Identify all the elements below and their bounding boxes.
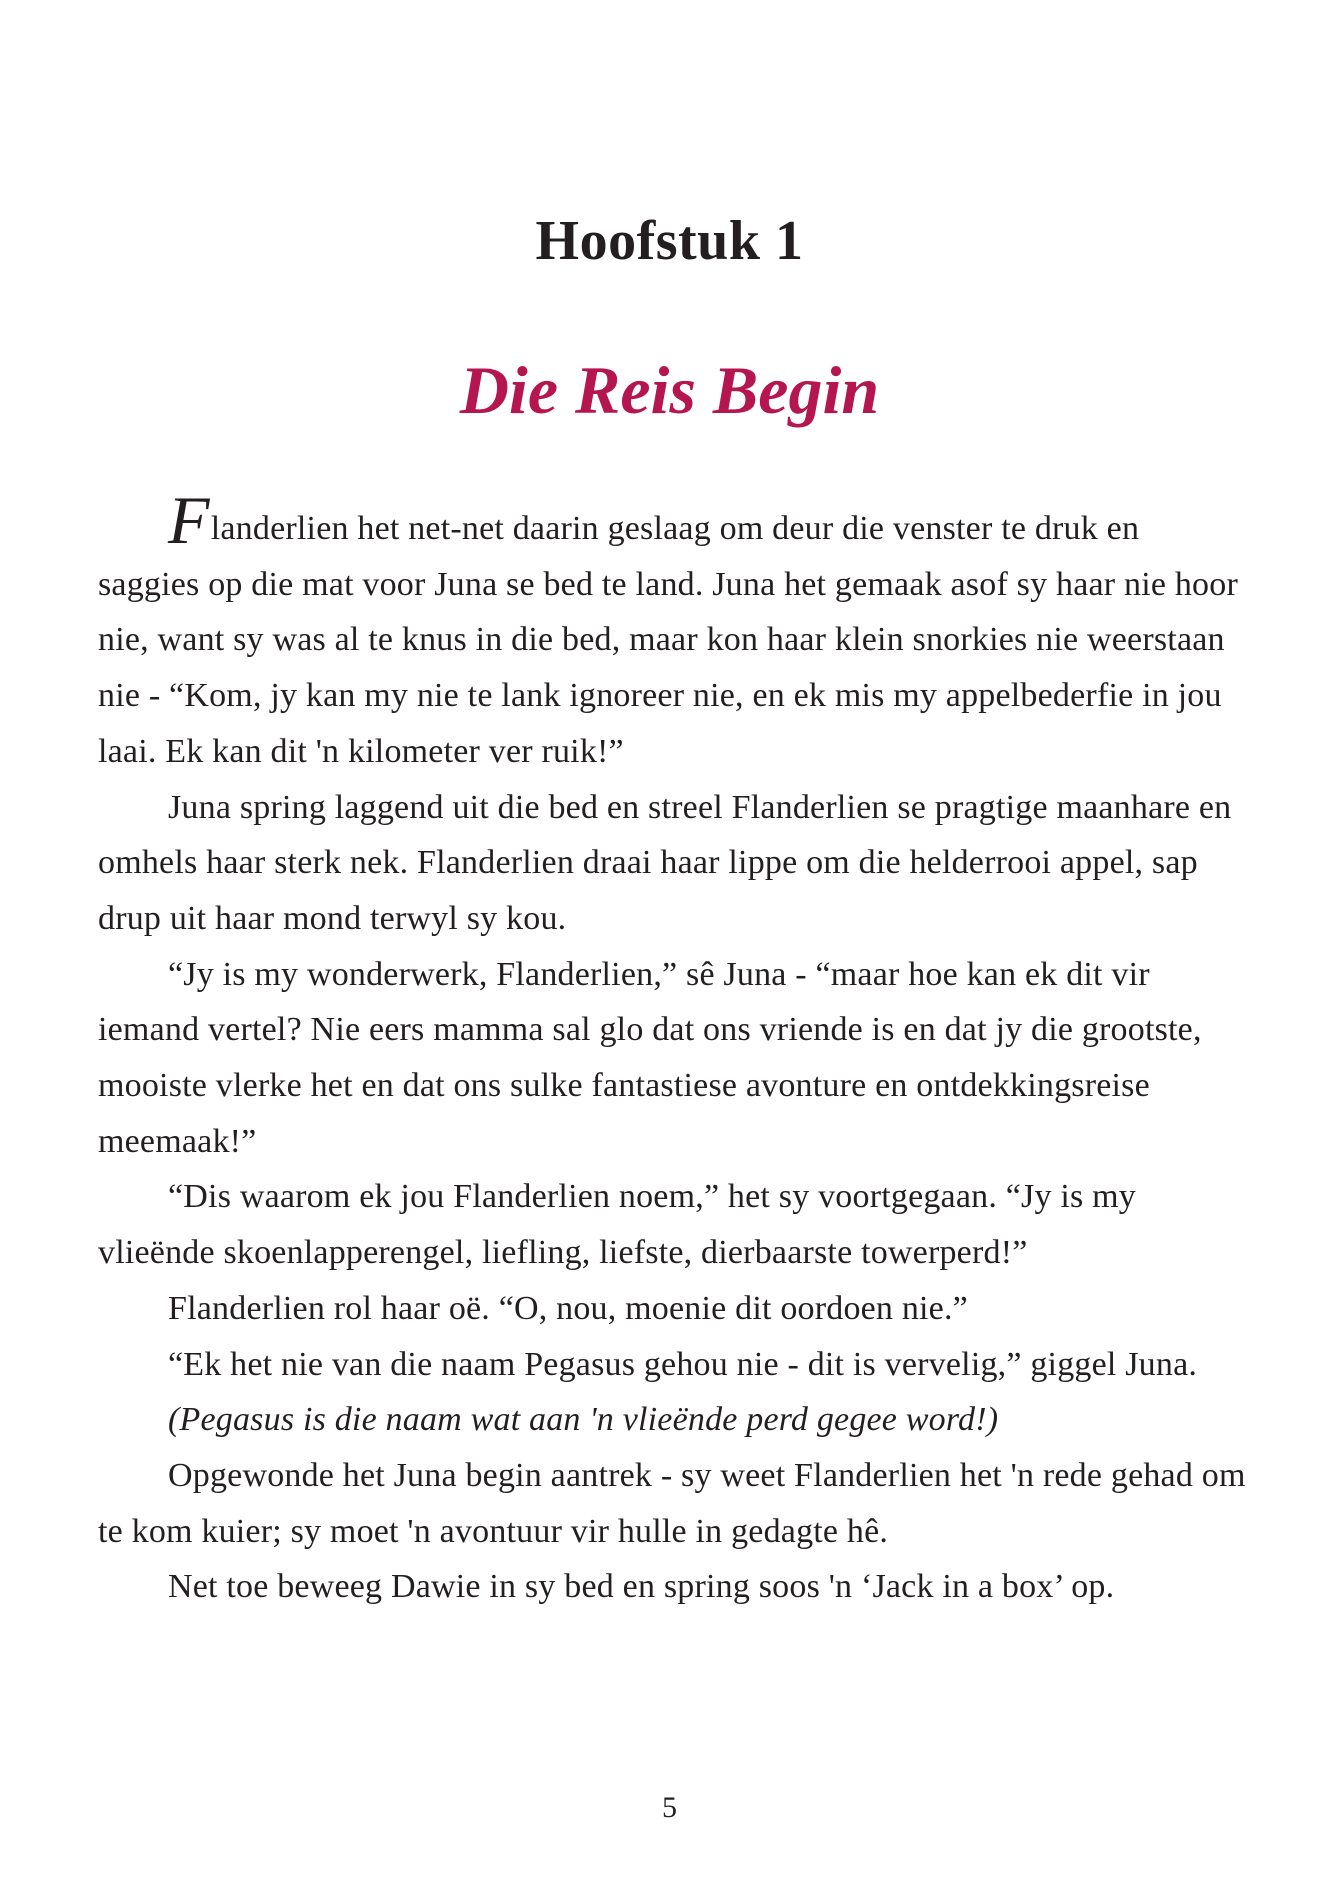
chapter-title: Die Reis Begin xyxy=(459,352,880,428)
drop-cap: F xyxy=(168,482,210,558)
paragraph-7-aside: (Pegasus is die naam wat aan 'n vlieënde perd gegee word!) xyxy=(168,1401,999,1439)
paragraph-5: Flanderlien rol haar oë. “O, nou, moenie dit oordoen nie.” xyxy=(168,1289,968,1327)
paragraph-1-text: landerlien het net-net daarin geslaag om deur die venster te druk en saggies op die mat voor Juna se bed te land. Juna het gemaak asof sy haar nie hoor nie, want sy was al te knus in die bed, maar kon haar klein snorkies nie weerstaan nie - “Kom, jy kan my nie te lank ignoreer nie, en ek mis my appelbederfie in jou laai. Ek kan dit 'n kilometer ver ruik!” xyxy=(98,510,1238,770)
paragraph-9: Net toe beweeg Dawie in sy bed en spring soos 'n ‘Jack in a box’ op. xyxy=(168,1568,1115,1606)
paragraph-2: Juna spring laggend uit die bed en streel Flanderlien se pragtige maanhare en omhels haar sterk nek. Flanderlien draai haar lippe om die helderrooi appel, sap drup uit haar mond terwyl sy kou. xyxy=(98,788,1232,937)
paragraph-8: Opgewonde het Juna begin aantrek - sy weet Flanderlien het 'n rede gehad om te kom kuier; sy moet 'n avontuur vir hulle in gedagte hê. xyxy=(98,1456,1246,1550)
chapter-heading: Hoofstuk 1 xyxy=(535,210,804,272)
paragraph-6: “Ek het nie van die naam Pegasus gehou nie - dit is vervelig,” giggel Juna. xyxy=(168,1345,1198,1383)
paragraph-4: “Dis waarom ek jou Flanderlien noem,” het sy voortgegaan. “Jy is my vlieënde skoenlapperengel, liefling, liefste, dierbaarste towerperd!” xyxy=(98,1178,1136,1272)
page-number: 5 xyxy=(662,1791,677,1824)
paragraph-3: “Jy is my wonderwerk, Flanderlien,” sê Juna - “maar hoe kan ek dit vir iemand vertel? Nie eers mamma sal glo dat ons vriende is en dat jy die grootste, mooiste vlerke het en dat ons sulke fantastiese avonture en ontdekkingsreise meemaak!” xyxy=(98,955,1202,1160)
chapter-body xyxy=(98,482,1248,1615)
paragraph-1 xyxy=(98,482,1248,780)
